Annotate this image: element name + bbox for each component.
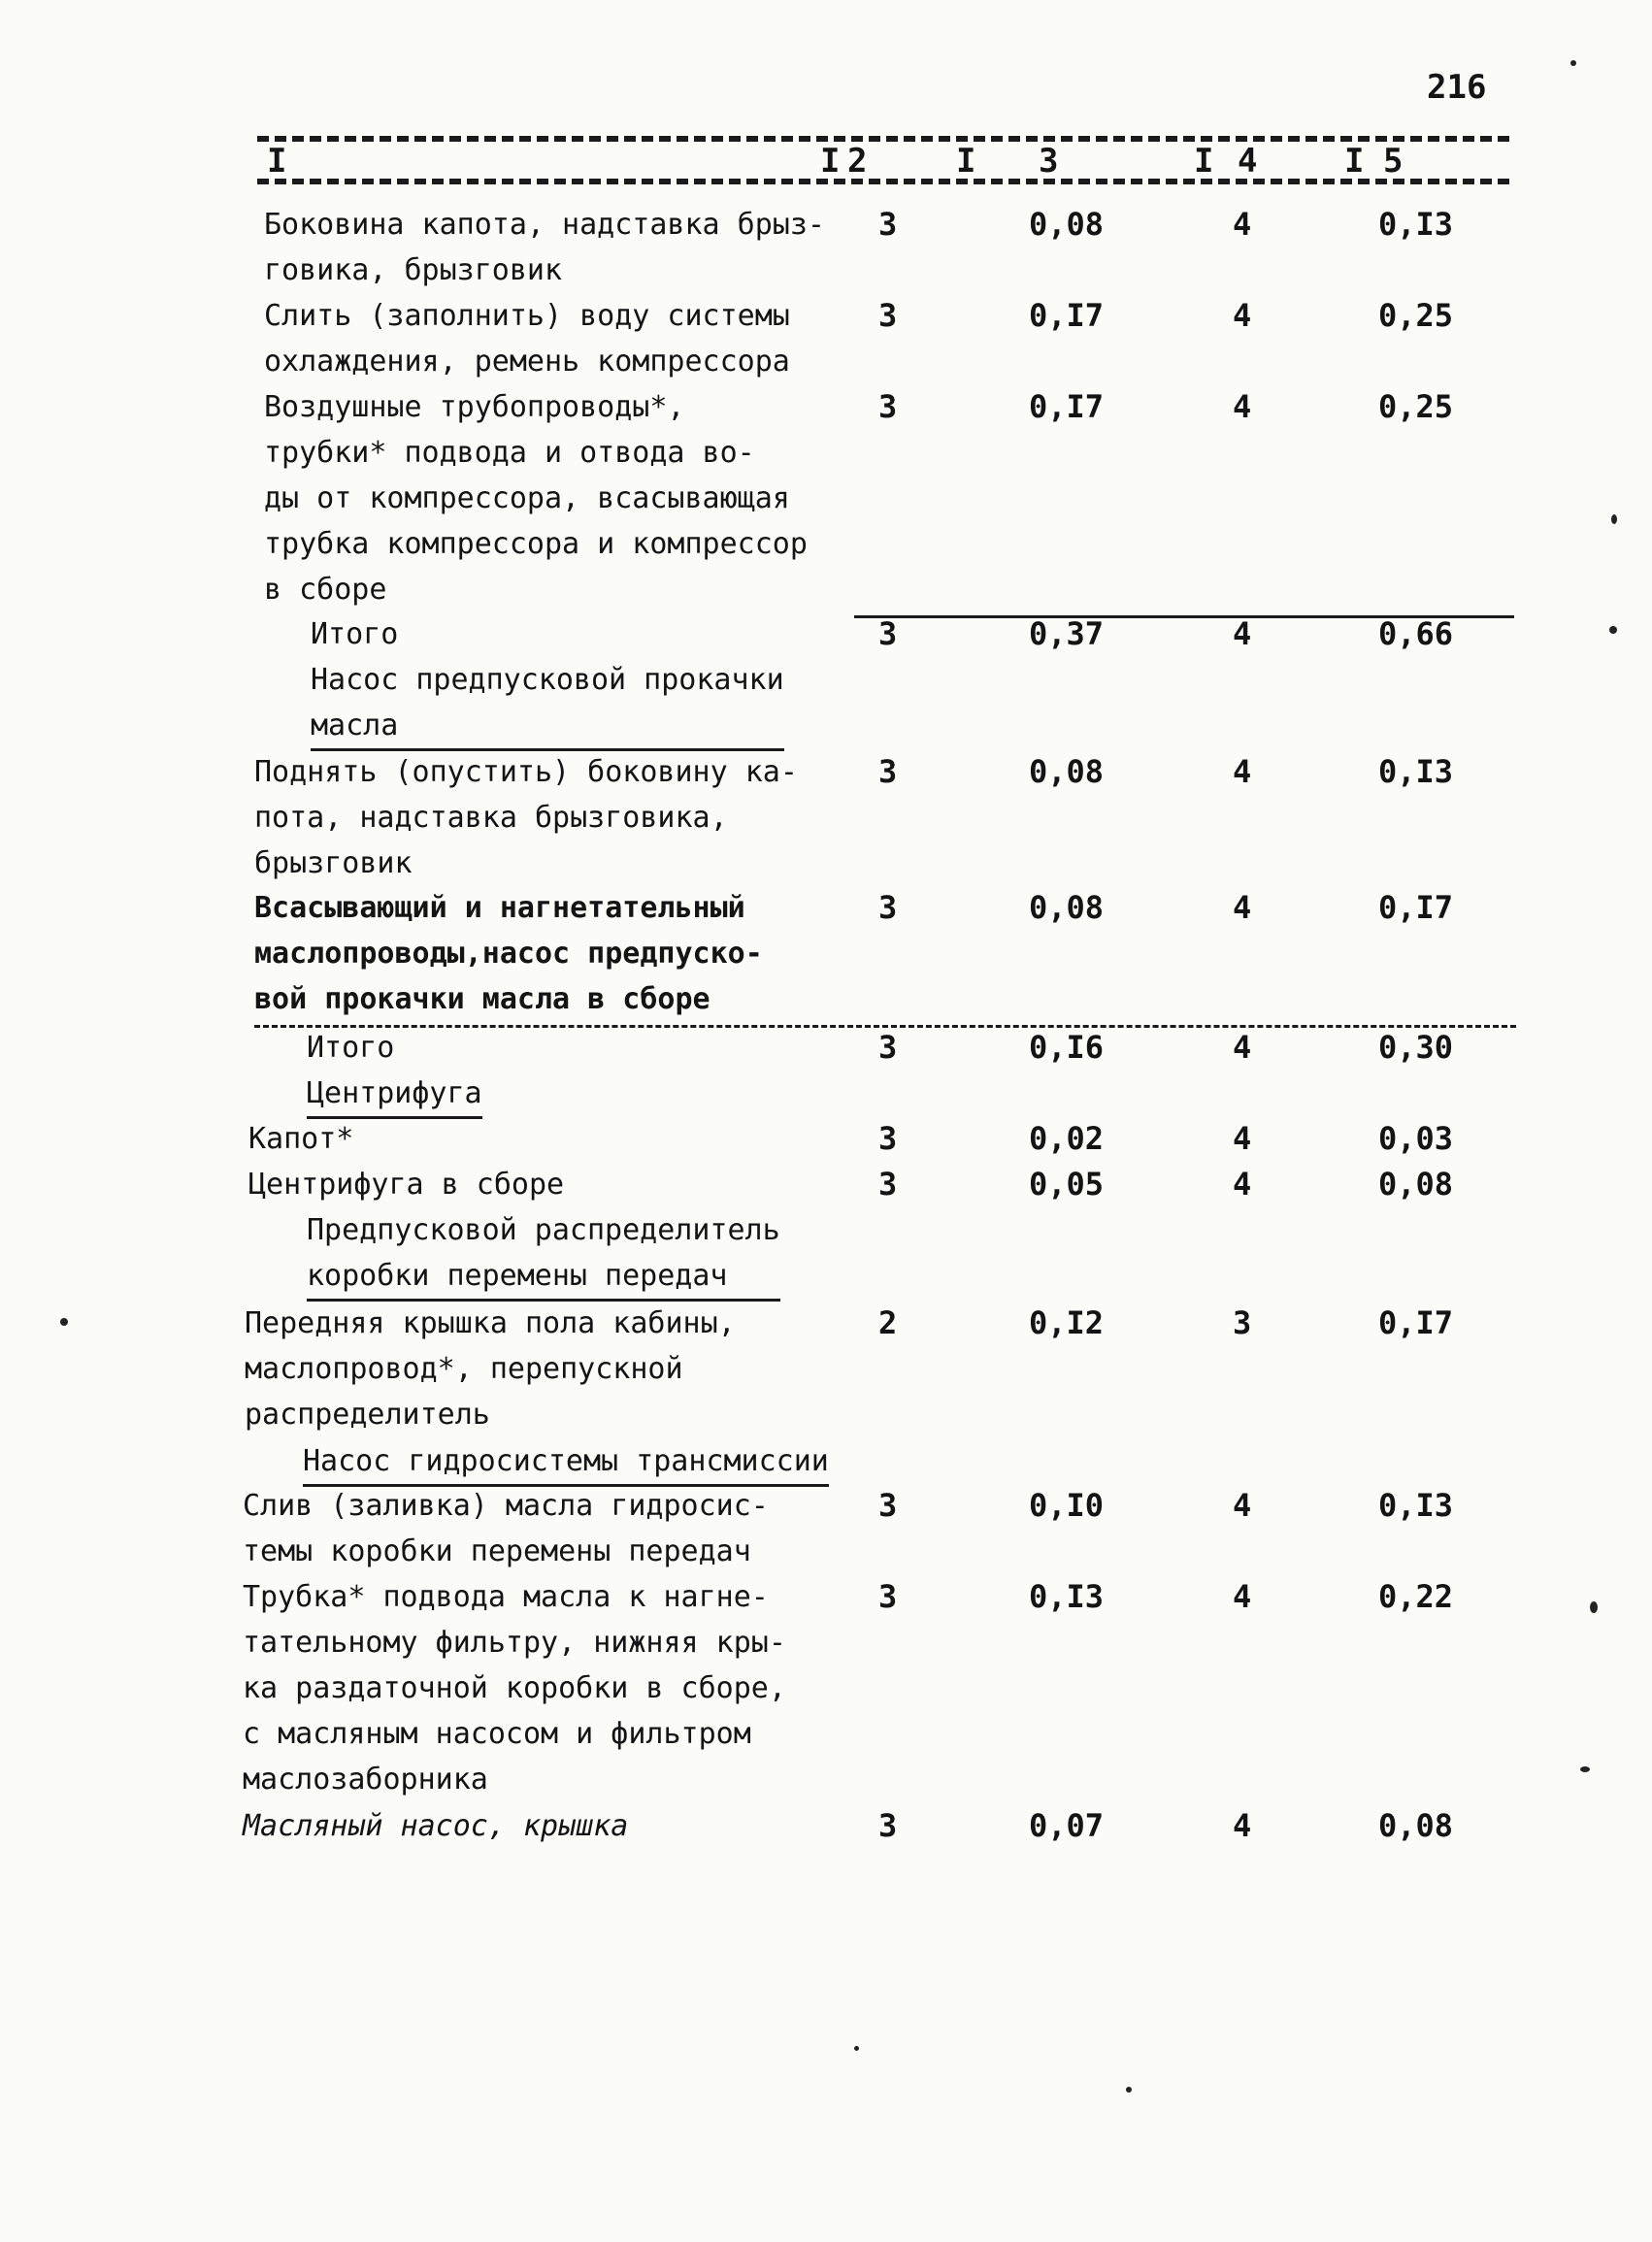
- row-col2: 3: [878, 753, 898, 790]
- row-col3: 0,37: [1029, 615, 1105, 652]
- row-col4: 4: [1233, 206, 1252, 243]
- row-description: Масляный насос, крышка: [243, 1809, 629, 1843]
- row-description: Слить (заполнить) воду системы охлаждения, ремень компрессора: [264, 299, 790, 379]
- row-col5: 0,I3: [1378, 206, 1454, 243]
- header-separator: I: [956, 142, 976, 181]
- row-col2: 3: [878, 615, 898, 652]
- row-col4: 4: [1233, 615, 1252, 652]
- row-col2: 3: [878, 388, 898, 425]
- row-col5: 0,25: [1378, 297, 1454, 334]
- row-col3: 0,02: [1029, 1120, 1105, 1157]
- row-col2: 2: [878, 1304, 898, 1341]
- header-separator: I: [1194, 142, 1214, 181]
- page-number: 216: [1427, 68, 1487, 107]
- row-col4: 4: [1233, 1029, 1252, 1066]
- row-col5: 0,03: [1378, 1120, 1454, 1157]
- header-col2: 2: [847, 142, 868, 181]
- row-col5: 0,08: [1378, 1807, 1454, 1844]
- row-col3: 0,05: [1029, 1166, 1105, 1203]
- row-col3: 0,07: [1029, 1807, 1105, 1844]
- total-label: Итого: [307, 1031, 395, 1065]
- row-description: Слив (заливка) масла гидросис- темы коробки перемены передач: [243, 1489, 769, 1568]
- row-col3: 0,I0: [1029, 1487, 1105, 1524]
- row-description: Поднять (опустить) боковину ка- пота, надставка брызговика, брызговик: [254, 755, 798, 880]
- row-col4: 4: [1233, 1120, 1252, 1157]
- row-col2: 3: [878, 1807, 898, 1844]
- header-separator: I: [820, 142, 841, 181]
- row-col3: 0,I3: [1029, 1578, 1105, 1615]
- scan-speck: [854, 2046, 859, 2051]
- row-col5: 0,I3: [1378, 753, 1454, 790]
- row-col5: 0,I3: [1378, 1487, 1454, 1524]
- header-col4: 4: [1238, 142, 1258, 181]
- row-col4: 4: [1233, 889, 1252, 926]
- row-col2: 3: [878, 1487, 898, 1524]
- header-top-rule: [257, 136, 1509, 142]
- row-col3: 0,I7: [1029, 297, 1105, 334]
- scan-speck: [1580, 1766, 1590, 1772]
- row-col4: 4: [1233, 753, 1252, 790]
- header-separator: I: [1344, 142, 1365, 181]
- section-title: Насос предпусковой прокачки масла: [311, 657, 784, 751]
- row-col2: 3: [878, 1166, 898, 1203]
- row-col5: 0,I7: [1378, 889, 1454, 926]
- section-title: Предпусковой распределитель коробки перемены передач: [307, 1207, 780, 1302]
- row-col2: 3: [878, 1029, 898, 1066]
- row-col3: 0,08: [1029, 206, 1105, 243]
- row-col2: 3: [878, 297, 898, 334]
- scan-speck: [1126, 2087, 1132, 2093]
- row-col2: 3: [878, 1120, 898, 1157]
- section-title: Насос гидросистемы трансмиссии: [303, 1438, 829, 1487]
- row-col4: 3: [1233, 1304, 1252, 1341]
- row-description: Центрифуга в сборе: [248, 1168, 565, 1202]
- scan-speck: [1609, 626, 1617, 634]
- header-col5: 5: [1383, 142, 1404, 181]
- header-col3: 3: [1039, 142, 1059, 181]
- row-col2: 3: [878, 889, 898, 926]
- row-description: Передняя крышка пола кабины, маслопровод*, перепускной распределитель: [245, 1306, 736, 1432]
- row-description: Всасывающий и нагнетательный маслопроводы,насос предпуско- вой прокачки масла в сборе: [254, 891, 763, 1016]
- row-col2: 3: [878, 1578, 898, 1615]
- row-description: Капот*: [248, 1122, 354, 1156]
- row-description: Воздушные трубопроводы*, трубки* подвода и отвода во- ды от компрессора, всасывающая трубка компрессора и компрессор в сборе: [264, 390, 808, 607]
- section-title: Центрифуга: [307, 1071, 482, 1119]
- row-col4: 4: [1233, 297, 1252, 334]
- row-col3: 0,08: [1029, 889, 1105, 926]
- header-bottom-rule: [257, 179, 1509, 184]
- row-col3: 0,08: [1029, 753, 1105, 790]
- row-col5: 0,66: [1378, 615, 1454, 652]
- header-col1: I: [267, 142, 287, 181]
- row-col4: 4: [1233, 1166, 1252, 1203]
- row-col4: 4: [1233, 1487, 1252, 1524]
- row-col4: 4: [1233, 1578, 1252, 1615]
- row-description: Трубка* подвода масла к нагне- тательному фильтру, нижняя кры- ка раздаточной коробки в сборе, с масляным насосом и фильтром маслозаборника: [243, 1580, 786, 1797]
- row-col5: 0,30: [1378, 1029, 1454, 1066]
- row-col2: 3: [878, 206, 898, 243]
- row-col5: 0,08: [1378, 1166, 1454, 1203]
- row-col3: 0,I6: [1029, 1029, 1105, 1066]
- scan-speck: [1611, 514, 1617, 524]
- scan-speck: [1570, 60, 1576, 66]
- row-col5: 0,25: [1378, 388, 1454, 425]
- scan-speck: [1590, 1601, 1598, 1613]
- total-label: Итого: [311, 617, 399, 651]
- row-col5: 0,I7: [1378, 1304, 1454, 1341]
- table-header: [257, 136, 1509, 190]
- row-col5: 0,22: [1378, 1578, 1454, 1615]
- row-col4: 4: [1233, 1807, 1252, 1844]
- row-col3: 0,I7: [1029, 388, 1105, 425]
- row-col4: 4: [1233, 388, 1252, 425]
- row-description: Боковина капота, надставка брыз- говика, брызговик: [264, 208, 825, 287]
- row-col3: 0,I2: [1029, 1304, 1105, 1341]
- scan-speck: [60, 1318, 68, 1326]
